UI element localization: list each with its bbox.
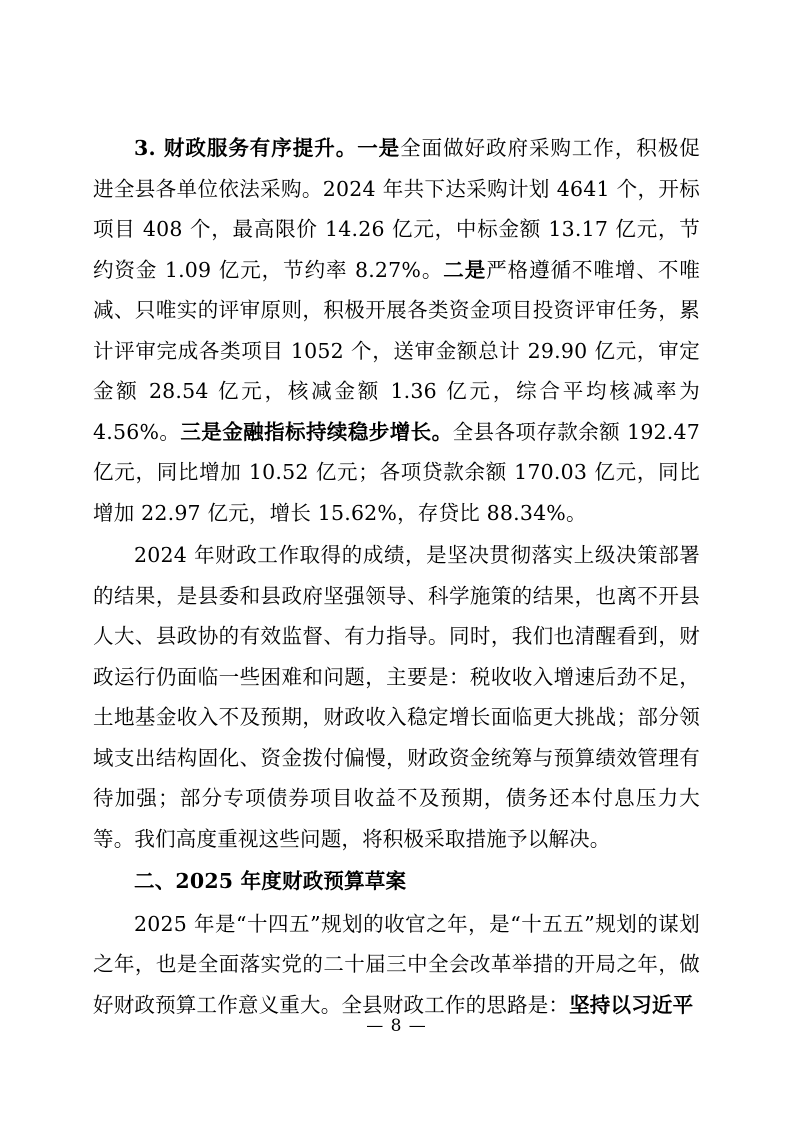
text-run: 2025 年是“十四五”规划的收官之年，是“十五五”规划的谋划之年，也是全面落实党的二十届三中全会改革举措的开局之年，做好财政预算工作意义重大。全县财政工作的思路是：: [93, 911, 700, 1017]
page-number: — 8 —: [366, 1016, 427, 1036]
text-run: 严格遵循不唯增、不唯减、只唯实的评审原则，积极开展各类资金项目投资评审任务，累计评审完成各类项目 1052 个，送审金额总计 29.90 亿元，审定金额 28.54 亿元，核减金额 1.36 亿元，综合平均核减率为 4.56%。: [93, 257, 707, 444]
paragraph-2025-intro: [93, 904, 700, 1026]
text-run: 金融指标持续稳步增长。: [222, 419, 453, 444]
paragraph-2024-summary: [93, 535, 700, 859]
text-run: 二是: [443, 257, 487, 282]
text-run: 全县各项存款余额 192.47 亿元，同比增加 10.52 亿元；各项贷款余额 170.03 亿元，同比增加 22.97 亿元，增长 15.62%，存贷比 88.34%。: [93, 419, 707, 525]
text-run: 全面做好政府采购工作，积极促进全县各单位依法采购。2024 年共下达采购计划 4641 个，开标项目 408 个，最高限价 14.26 亿元，中标金额 13.17 亿元，节约资金 1.09 亿元，节约率 8.27%。: [93, 136, 700, 282]
heading-2025-budget-draft: [93, 861, 700, 902]
paragraph-financial-service: [93, 128, 707, 533]
document-body: [93, 128, 707, 1027]
text-run: 3. 财政服务有序提升。: [134, 136, 358, 160]
text-run: 一是: [357, 136, 401, 160]
text-run: 坚持以习近平: [569, 992, 694, 1017]
text-run: 三是: [180, 419, 223, 444]
heading-text: 二、2025 年度财政预算草案: [134, 869, 407, 893]
text-run: 2024 年财政工作取得的成绩，是坚决贯彻落实上级决策部署的结果，是县委和县政府坚强领导、科学施策的结果，也离不开县人大、县政协的有效监督、有力指导。同时，我们也清醒看到，财政运行仍面临一些困难和问题，主要是：税收收入增速后劲不足，土地基金收入不及预期，财政收入稳定增长面临更大挑战；部分领域支出结构固化、资金拨付偏慢，财政资金统筹与预算绩效管理有待加强；部分专项债券项目收益不及预期，债务还本付息压力大等。我们高度重视这些问题，将积极采取措施予以解决。: [93, 543, 700, 851]
